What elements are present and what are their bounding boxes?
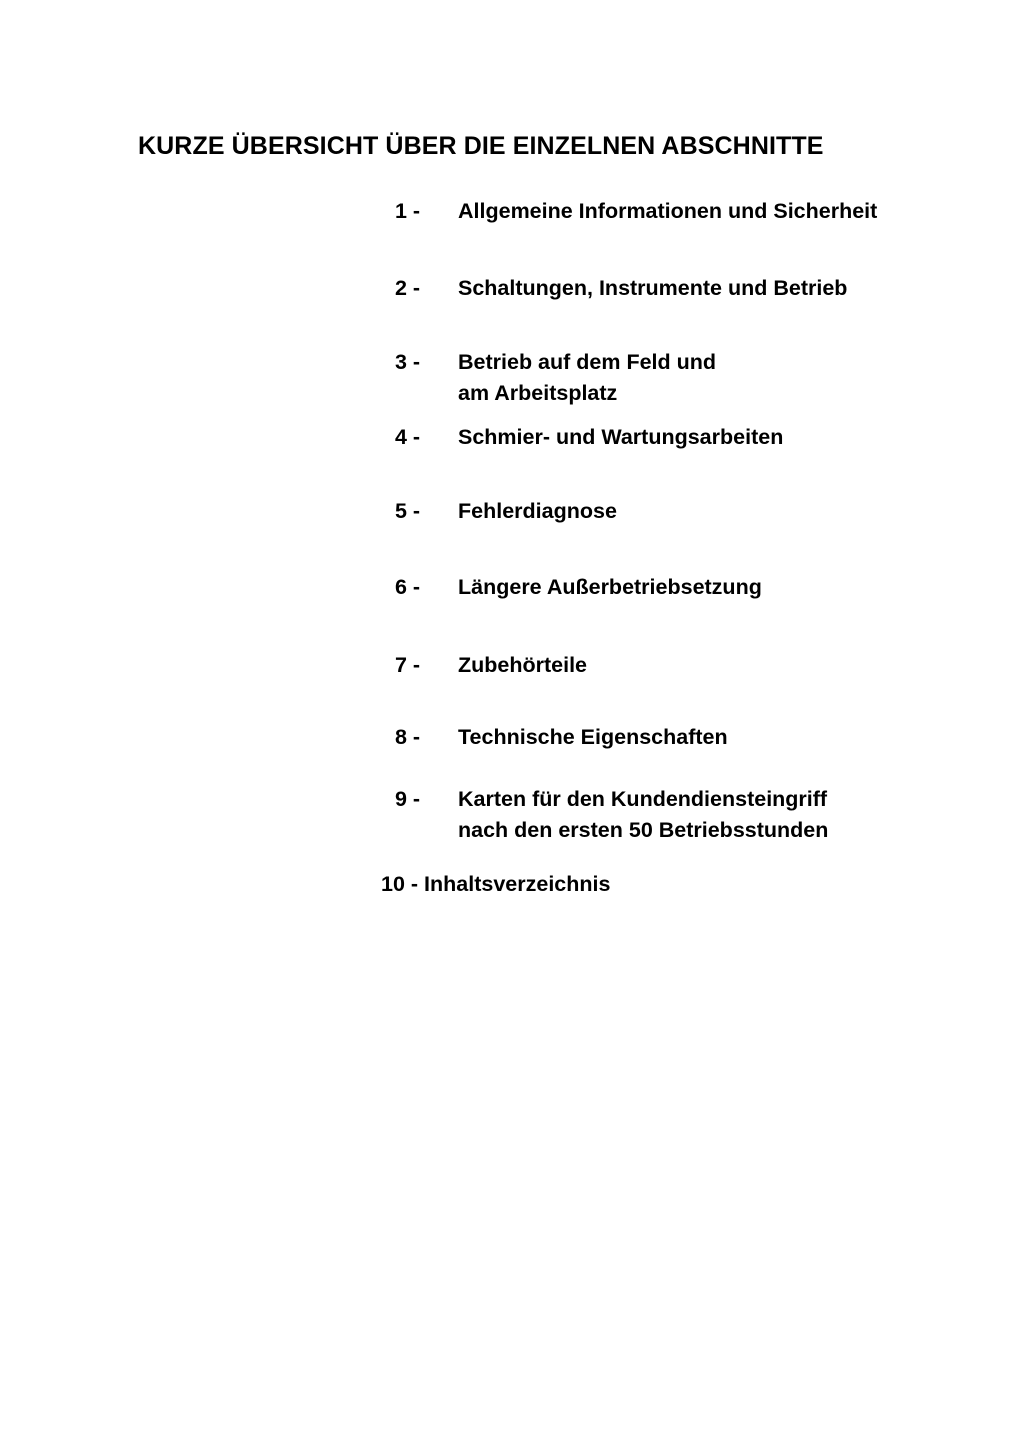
section-title-line: Allgemeine Informationen und Sicherheit xyxy=(458,199,878,223)
section-number: 5 - xyxy=(395,499,421,523)
section-title xyxy=(458,722,728,753)
section-title-line: Schaltungen, Instrumente und Betrieb xyxy=(458,276,848,300)
section-number: 8 - xyxy=(395,725,421,749)
section-title-line: Zubehörteile xyxy=(458,653,588,677)
section-title-line: Betrieb auf dem Feld und xyxy=(458,350,717,374)
page-title: KURZE ÜBERSICHT ÜBER DIE EINZELNEN ABSCHNITTE xyxy=(138,132,824,160)
section-title-line-2: nach den ersten 50 Betriebsstunden xyxy=(458,818,829,842)
section-number: 2 - xyxy=(395,276,421,300)
section-title-line: Schmier- und Wartungsarbeiten xyxy=(458,425,784,449)
section-title xyxy=(458,572,762,603)
section-title xyxy=(458,196,877,227)
section-title xyxy=(458,273,847,304)
section-number: 9 - xyxy=(395,787,421,811)
section-title xyxy=(458,784,828,846)
section-title-line: Karten für den Kundendiensteingriff xyxy=(458,787,828,811)
section-number: 10 - xyxy=(381,872,419,896)
section-title xyxy=(458,347,716,409)
section-title xyxy=(458,422,783,453)
section-number: 7 - xyxy=(395,653,421,677)
section-title-line: Längere Außerbetriebsetzung xyxy=(458,575,762,599)
section-title-line: Fehlerdiagnose xyxy=(458,499,617,523)
section-title: Inhaltsverzeichnis xyxy=(424,872,611,896)
section-title xyxy=(458,650,587,681)
section-title xyxy=(458,496,617,527)
section-title-line-2: am Arbeitsplatz xyxy=(458,381,618,405)
section-number: 6 - xyxy=(395,575,421,599)
section-item-10 xyxy=(381,869,610,900)
section-title-line: Technische Eigenschaften xyxy=(458,725,728,749)
section-number: 4 - xyxy=(395,425,421,449)
section-number: 1 - xyxy=(395,199,421,223)
section-number: 3 - xyxy=(395,350,421,374)
